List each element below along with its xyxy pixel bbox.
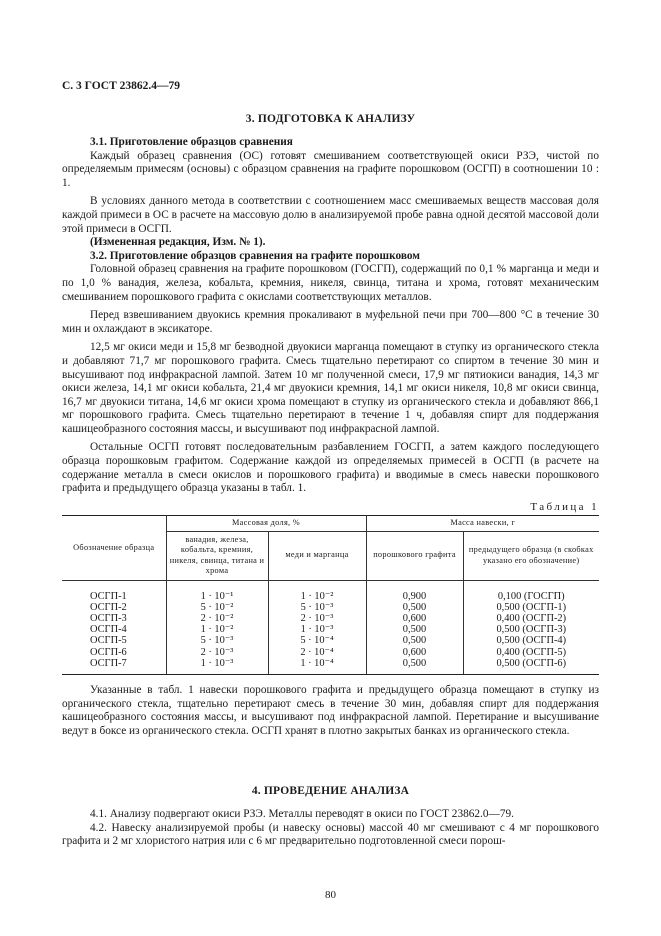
cell-mn: 1 · 10⁻³ (268, 624, 366, 635)
cell-sample: ОСГП-5 (62, 635, 166, 646)
paragraph-3-2-4: Остальные ОСГП готовят последовательным разбавлением ГОСГП, а затем каждого последующего образца порошковым графитом. Содержание каждой из определяемых примесей в ОСГП (в расчете на содержание металла в смеси окислов и порошкового графита) и вводимые в смесь навески порошкового графита и предыдущего образца указаны в табл. 1. (62, 441, 599, 495)
subsection-3-2-title: 3.2. Приготовление образцов сравнения на графите порошковом (90, 249, 420, 262)
cell-v: 2 · 10⁻³ (166, 647, 268, 658)
cell-mn: 5 · 10⁻⁴ (268, 635, 366, 646)
header-previous: предыдущего образца (в скобках указано его обозначение) (463, 531, 599, 580)
cell-mn: 1 · 10⁻⁴ (268, 658, 366, 675)
amendment-note: (Измененная редакция, Изм. № 1). (90, 236, 266, 249)
cell-graphite: 0,500 (366, 635, 463, 646)
cell-sample: ОСГП-4 (62, 624, 166, 635)
cell-sample: ОСГП-7 (62, 658, 166, 675)
cell-v: 5 · 10⁻² (166, 602, 268, 613)
cell-sample: ОСГП-1 (62, 580, 166, 602)
cell-graphite: 0,600 (366, 613, 463, 624)
cell-previous: 0,500 (ОСГП-1) (496, 601, 567, 613)
page-number: 80 (325, 889, 336, 901)
paragraph-after-table: Указанные в табл. 1 навески порошкового графита и предыдущего образца помещают в ступку из органического стекла, тщательно перетирают смесь в течение 30 мин, добавляя спирт для поддержания кашицеобразного состояния массы, и высушивают под инфракрасной лампой. Перетирание и высушивание ведут в боксе из органического стекла. ОСГП хранят в плотно закрытых банках из органического стекла. (62, 684, 599, 737)
cell-previous: 0,400 (ОСГП-5) (496, 646, 567, 658)
cell-v: 1 · 10⁻³ (166, 658, 268, 675)
section-3-body (62, 136, 599, 496)
cell-sample: ОСГП-6 (62, 647, 166, 658)
paragraph-3-1-2: В условиях данного метода в соответствии с соотношением масс смешиваемых веществ массовая доля каждой примеси в ОС в расчете на массовую долю в анализируемой пробе равна одной десятой массовой доли этой примеси в ОСГП. (62, 195, 599, 235)
cell-sample: ОСГП-3 (62, 613, 166, 624)
paragraph-3-2-1: Головной образец сравнения на графите порошковом (ГОСГП), содержащий по 0,1 % марганца и меди и по 1,0 % ванадия, железа, кобальта, кремния, никеля, свинца, титана и хрома, готовят механическим смешиванием порошкового графита с окислами соответствующих металлов. (62, 263, 599, 303)
cell-v: 1 · 10⁻² (166, 624, 268, 635)
subsection-3-1-title: 3.1. Приготовление образцов сравнения (90, 136, 293, 148)
cell-mn: 1 · 10⁻² (268, 580, 366, 602)
table-row (62, 580, 599, 602)
cell-mn: 2 · 10⁻³ (268, 613, 366, 624)
paragraph-3-2-2: Перед взвешиванием двуокись кремния прокаливают в муфельной печи при 700—800 °С в течение 30 мин и охлаждают в эксикаторе. (62, 309, 599, 335)
cell-sample: ОСГП-2 (62, 602, 166, 613)
cell-previous: 0,100 (ГОСГП) (497, 590, 565, 602)
table-row (62, 647, 599, 658)
paragraph-3-2-3: 12,5 мг окиси меди и 15,8 мг безводной двуокиси марганца помещают в ступку из органического стекла и добавляют 71,7 мг порошкового графита. Смесь тщательно перетирают со спиртом в течение 30 мин и высушивают под инфракрасной лампой. Затем 10 мг полученной смеси, 17,9 мг пятиокиси ванадия, 14,3 мг окиси железа, 14,1 мг окиси кобальта, 21,4 мг двуокиси кремния, 14,1 мг окиси никеля, 10,8 мг окиси свинца, 16,7 мг двуокиси титана, 14,6 мг окиси хрома помещают в ступку из органического стекла и добавляют 866,1 мг порошкового графита. Смесь тщательно перетирают в течение 1 ч, добавляя спирт для поддержания кашицеобразного состояния массы, и высушивают под инфракрасной лампой. (62, 341, 599, 435)
cell-previous: 0,500 (ОСГП-6) (463, 658, 599, 675)
table-row (62, 635, 599, 646)
header-cu-mn: меди и марганца (268, 531, 366, 580)
table-row (62, 624, 599, 635)
header-mass-fraction: Массовая доля, % (166, 516, 366, 532)
header-weight: Масса навески, г (366, 516, 599, 532)
cell-mn: 5 · 10⁻³ (268, 602, 366, 613)
page-header: С. 3 ГОСТ 23862.4—79 (62, 80, 181, 92)
header-v-fe-co: ванадия, железа, кобальта, кремния, никеля, свинца, титана и хрома (166, 531, 268, 580)
after-table-body (62, 684, 599, 738)
paragraph-4-1: 4.1. Анализу подвергают окиси РЗЭ. Металлы переводят в окиси по ГОСТ 23862.0—79. (90, 808, 514, 820)
section-3-title: 3. ПОДГОТОВКА К АНАЛИЗУ (245, 113, 416, 125)
section-4-body (62, 808, 599, 849)
section-4-title: 4. ПРОВЕДЕНИЕ АНАЛИЗА (251, 785, 410, 797)
cell-graphite: 0,500 (366, 602, 463, 613)
table-caption: Таблица 1 (530, 501, 599, 513)
paragraph-3-1-1: Каждый образец сравнения (ОС) готовят смешиванием соответствующей окиси РЗЭ, чистой по определяемым примесям (основы) с образцом сравнения на графите порошковом (ОСГП) в соотношении 10 : 1. (62, 149, 599, 189)
cell-previous: 0,400 (ОСГП-2) (496, 612, 567, 624)
table-1 (62, 515, 599, 675)
cell-graphite: 0,500 (366, 624, 463, 635)
cell-graphite: 0,600 (366, 647, 463, 658)
cell-previous: 0,500 (ОСГП-3) (496, 624, 567, 636)
header-sample: Обозначение образца (62, 516, 166, 581)
header-graphite: порошкового графита (366, 531, 463, 580)
table-row (62, 613, 599, 624)
cell-v: 2 · 10⁻² (166, 613, 268, 624)
cell-graphite: 0,500 (366, 658, 463, 675)
cell-previous: 0,500 (ОСГП-4) (496, 635, 567, 647)
table-row (62, 602, 599, 613)
table-row (62, 658, 599, 675)
cell-graphite: 0,900 (366, 580, 463, 602)
paragraph-4-2: 4.2. Навеску анализируемой пробы (и навеску основы) массой 40 мг смешивают с 4 мг порошкового графита и 2 мг хлористого натрия или с 6 мг предварительно подготовленной смеси порош- (62, 821, 599, 848)
cell-v: 1 · 10⁻¹ (166, 580, 268, 602)
cell-mn: 2 · 10⁻⁴ (268, 647, 366, 658)
cell-v: 5 · 10⁻³ (166, 635, 268, 646)
